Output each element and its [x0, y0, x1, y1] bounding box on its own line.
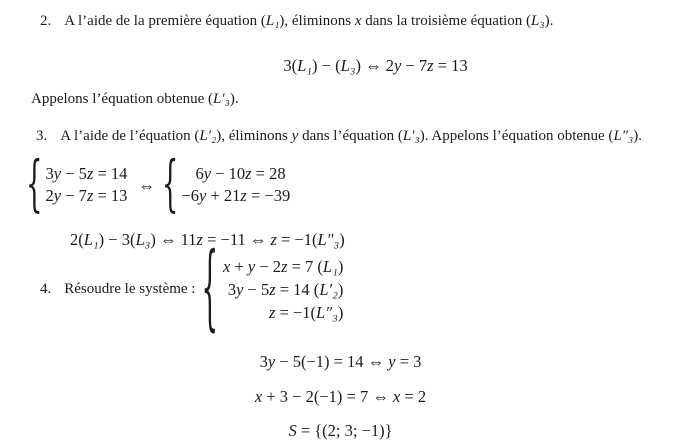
- curly-brace-icon: {: [201, 236, 219, 343]
- text-segment: ), éliminons: [279, 13, 355, 29]
- text-segment: y: [247, 257, 256, 276]
- system-row: [181, 185, 290, 207]
- text-segment: − 2: [255, 257, 282, 276]
- text-segment: z: [269, 280, 276, 299]
- text-segment: 2(: [70, 230, 84, 249]
- triangular-system: [223, 255, 343, 324]
- text-segment: L₁: [297, 56, 313, 75]
- text-segment: A l’aide de la première équation (: [64, 13, 266, 29]
- text-segment: y: [267, 352, 276, 371]
- text-segment: ).: [633, 128, 642, 144]
- system-row: [228, 278, 344, 301]
- text-segment: y: [53, 186, 62, 205]
- system-row: [181, 163, 290, 185]
- curly-brace-icon: {: [26, 149, 43, 221]
- list-number-3: 3.: [36, 128, 48, 144]
- text-segment: = 14 (: [275, 280, 320, 299]
- text-segment: x: [254, 387, 263, 406]
- text-segment: ): [337, 257, 344, 276]
- text-segment: y: [199, 186, 207, 205]
- step4-label: Résoudre le système :: [64, 281, 196, 297]
- label-equation-obtained-text: [31, 91, 239, 107]
- text-segment: y: [203, 164, 212, 183]
- equation-elimination-x: [0, 55, 673, 76]
- system-row: [46, 163, 128, 185]
- solution-set: [0, 420, 673, 441]
- text-segment: L′₃: [402, 128, 420, 144]
- text-segment: ). Appelons l’équation obtenue (: [419, 128, 614, 144]
- curly-brace-icon: {: [161, 149, 179, 221]
- text-segment: − 7: [401, 56, 428, 75]
- text-segment: ), éliminons: [216, 128, 292, 144]
- text-segment: = {(2; 3; −1)}: [296, 421, 393, 440]
- step3-heading: [36, 127, 642, 146]
- text-segment: A l’aide de l’équation (: [60, 128, 200, 144]
- text-segment: 3: [227, 280, 237, 299]
- text-segment: ): [337, 280, 344, 299]
- system-row: [223, 255, 343, 278]
- text-segment: z: [86, 186, 94, 205]
- text-segment: L″₃: [316, 303, 338, 322]
- equation-solve-x: [0, 386, 673, 407]
- text-segment: ).: [229, 91, 239, 107]
- text-segment: z: [240, 186, 247, 205]
- text-segment: y: [53, 164, 62, 183]
- text-segment: = 13: [93, 186, 128, 205]
- text-segment: ): [339, 230, 345, 249]
- text-segment: z: [270, 230, 277, 249]
- text-segment: z: [245, 164, 252, 183]
- text-segment: L′₃: [213, 91, 230, 107]
- label-equation-obtained: [31, 90, 239, 109]
- text-segment: x: [354, 13, 362, 29]
- text-segment: L′₂: [199, 128, 217, 144]
- text-segment: = −1(: [275, 303, 317, 322]
- text-segment: + 21: [206, 186, 241, 205]
- text-segment: dans la troisième équation (: [361, 13, 532, 29]
- step2-heading: [40, 12, 553, 31]
- text-segment: − 5(−1) = 14 ⇔: [275, 352, 389, 371]
- text-segment: L₁: [83, 230, 99, 249]
- text-segment: = 2: [400, 387, 427, 406]
- text-segment: ) − (: [312, 56, 341, 75]
- text-segment: L″₃: [317, 230, 340, 249]
- text-segment: dans l’équation (: [298, 128, 403, 144]
- text-segment: ): [337, 303, 344, 322]
- text-segment: = 28: [251, 164, 286, 183]
- text-segment: 3(: [283, 56, 298, 75]
- text-segment: S: [288, 421, 297, 440]
- text-segment: ) ⇔ 11: [150, 230, 197, 249]
- text-segment: z: [281, 257, 288, 276]
- list-number-4: 4.: [40, 281, 52, 297]
- text-segment: + 3 − 2(−1) = 7 ⇔: [262, 387, 393, 406]
- system-2x2-left: [46, 163, 128, 207]
- text-segment: x: [223, 257, 231, 276]
- text-segment: L″₃: [613, 128, 634, 144]
- text-segment: = −1(: [276, 230, 318, 249]
- text-segment: 2: [45, 186, 54, 205]
- text-segment: = 3: [395, 352, 422, 371]
- text-segment: = −39: [246, 186, 291, 205]
- text-segment: 6: [195, 164, 204, 183]
- text-segment: z: [86, 164, 94, 183]
- text-segment: 3: [45, 164, 54, 183]
- text-segment: = 13: [433, 56, 468, 75]
- text-segment: L₁: [265, 13, 280, 29]
- text-segment: x: [392, 387, 401, 406]
- text-segment: y: [236, 280, 244, 299]
- system-row: [269, 301, 343, 324]
- equivalence-arrow: ⇔: [138, 175, 155, 195]
- text-segment: L₃: [531, 13, 545, 29]
- text-segment: ).: [544, 13, 554, 29]
- text-segment: L′₂: [319, 280, 338, 299]
- text-segment: − 10: [211, 164, 246, 183]
- text-segment: = −11 ⇔: [202, 230, 271, 249]
- equation-solve-y: [0, 351, 673, 372]
- text-segment: y: [291, 128, 299, 144]
- text-segment: z: [269, 303, 276, 322]
- text-segment: 3: [259, 352, 268, 371]
- text-segment: y: [388, 352, 396, 371]
- text-segment: − 5: [243, 280, 270, 299]
- step3-text: [60, 128, 642, 144]
- system-2x2-right: [181, 163, 290, 207]
- text-segment: −6: [181, 186, 200, 205]
- equation-elimination-x-text: [283, 56, 467, 75]
- text-segment: z: [427, 56, 434, 75]
- equation-solve-x-text: [255, 387, 426, 406]
- text-segment: L₃: [340, 56, 356, 75]
- text-segment: − 7: [61, 186, 87, 205]
- step2-text: [64, 13, 553, 29]
- text-segment: − 5: [61, 164, 87, 183]
- text-segment: Appelons l’équation obtenue (: [31, 91, 214, 107]
- text-segment: y: [394, 56, 402, 75]
- solution-set-text: [288, 421, 392, 440]
- text-segment: L₁: [322, 257, 338, 276]
- list-number-2: 2.: [40, 13, 52, 29]
- text-segment: = 7 (: [287, 257, 323, 276]
- text-segment: L₃: [135, 230, 151, 249]
- equation-solve-y-text: [260, 352, 422, 371]
- text-segment: z: [196, 230, 203, 249]
- text-segment: = 14: [93, 164, 128, 183]
- text-segment: ) − 3(: [98, 230, 136, 249]
- system-2x2: [26, 149, 291, 221]
- system-row: [46, 185, 128, 207]
- text-segment: +: [230, 257, 248, 276]
- text-segment: ) ⇔ 2: [355, 56, 394, 75]
